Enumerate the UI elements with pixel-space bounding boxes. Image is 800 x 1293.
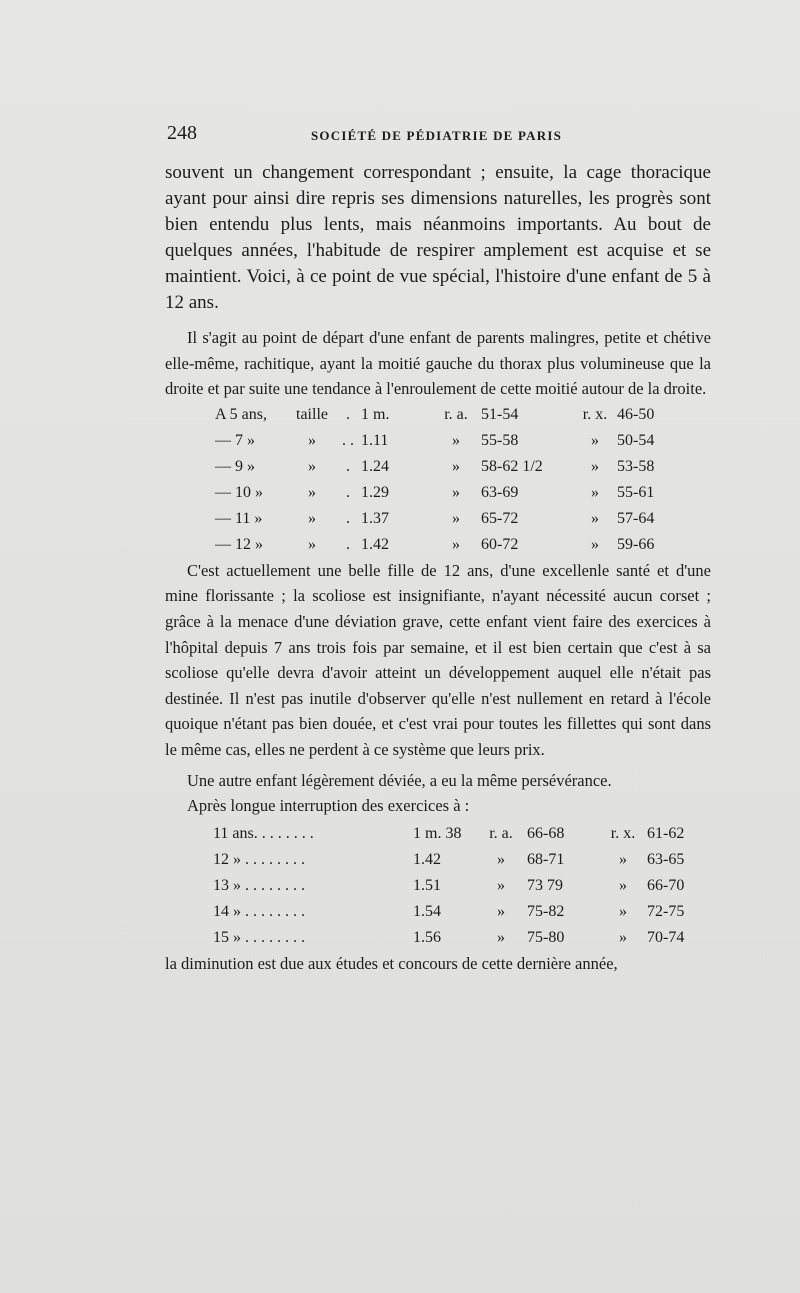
table-cell-c3: . (346, 535, 350, 553)
table-cell-height: 1.54 (413, 902, 441, 920)
table-cell-height: 1.24 (361, 457, 389, 475)
table-cell-age: 15 » . . . . . . . . (213, 928, 305, 946)
table-cell-age: — 11 » (215, 509, 263, 527)
table-row (215, 506, 677, 532)
table-cell-c5: » (619, 902, 627, 920)
table-cell-c3: . (346, 509, 350, 527)
table-cell-height: 1.37 (361, 509, 389, 527)
paragraph-2: Il s'agit au point de départ d'une enfant de parents malingres, petite et chétive elle-même, rachitique, ayant la moitié gauche du thorax plus volumineuse que la droite et par suite une tendance à l'enroulement de cette moitié autour de la droite. (165, 328, 711, 399)
paragraph-4a: Une autre enfant légèrement déviée, a eu la même persévérance. (187, 770, 612, 790)
table-cell-rx: 53-58 (617, 457, 655, 475)
table-cell-c5: r. a. (444, 405, 468, 423)
table-cell-c3: . (346, 405, 350, 423)
table-cell-height: 1.29 (361, 483, 389, 501)
table-row (213, 873, 697, 899)
table-cell-height: 1 m. 38 (413, 824, 462, 842)
running-title: SOCIÉTÉ DE PÉDIATRIE DE PARIS (311, 128, 563, 143)
table-cell-c5: » (452, 431, 460, 449)
table-row (215, 428, 677, 454)
table-cell-c3: r. a. (489, 824, 513, 842)
table-cell-c5: » (619, 928, 627, 946)
page-body (165, 160, 711, 976)
table-cell-c2: » (308, 483, 316, 501)
table-cell-c5: » (452, 457, 460, 475)
table-cell-rx: 50-54 (617, 431, 655, 449)
paragraph-3: C'est actuellement une belle fille de 12 ans, d'une excellenle santé et d'une mine florissante ; la scoliose est insignifiante, n'ayant nécessité aucun corset ; grâce à la menace d'une déviation grave, cette enfant vient faire des exercices à l'hôpital depuis 7 ans trois fois par semaine, et il est bien certain que c'est à sa scoliose qu'elle devra d'avoir atteint un développement auquel elle n'était pas destinée. Il n'est pas inutile d'observer qu'elle n'est nullement en retard à l'école quoique n'étant pas bien douée, et c'est vrai pour toutes les fillettes qui sont dans le même cas, elles ne perdent à ce système que leurs prix. (165, 560, 711, 759)
table-cell-age: A 5 ans, (215, 405, 267, 423)
table-cell-c7: » (591, 457, 599, 475)
table-cell-ra: 66-68 (527, 824, 565, 842)
page-header (167, 122, 711, 152)
growth-table-1 (215, 402, 677, 558)
table-cell-ra: 65-72 (481, 509, 519, 527)
table-cell-c7: » (591, 431, 599, 449)
table-cell-age: — 9 » (215, 457, 255, 475)
table-cell-c3: » (497, 902, 505, 920)
table-cell-height: 1.51 (413, 876, 441, 894)
table-cell-height: 1.42 (361, 535, 389, 553)
table-cell-ra: 55-58 (481, 431, 519, 449)
table-cell-ra: 63-69 (481, 483, 519, 501)
table-cell-c5: r. x. (610, 824, 636, 842)
table-cell-rx: 61-62 (647, 824, 685, 842)
table-cell-c7: » (591, 509, 599, 527)
growth-table-2 (213, 821, 697, 951)
table-cell-ra: 60-72 (481, 535, 519, 553)
paragraph-1: souvent un changement correspondant ; ensuite, la cage thoracique ayant pour ainsi dire repris ses dimensions naturelles, les progrès sont bien entendu plus lents, mais néanmoins importants. Au bout de quelques années, l'habitude de respirer amplement est acquise et se maintient. Voici, à ce point de vue spécial, l'histoire d'une enfant de 5 à 12 ans. (165, 162, 711, 313)
table-cell-ra: 51-54 (481, 405, 519, 423)
table-cell-age: — 12 » (215, 535, 263, 553)
table-row (213, 899, 697, 925)
table-cell-c7: » (591, 483, 599, 501)
table-cell-c5: » (619, 876, 627, 894)
table-cell-height: 1.56 (413, 928, 441, 946)
table-cell-ra: 75-80 (527, 928, 565, 946)
table-cell-rx: 63-65 (647, 850, 685, 868)
table-cell-c7: » (591, 535, 599, 553)
table-cell-c5: » (452, 535, 460, 553)
table-cell-rx: 66-70 (647, 876, 685, 894)
table-cell-c3: » (497, 928, 505, 946)
table-cell-rx: 59-66 (617, 535, 655, 553)
table-cell-c5: » (452, 483, 460, 501)
table-cell-c3: . (346, 457, 350, 475)
table-cell-c3: . (346, 483, 350, 501)
table-row (215, 402, 677, 428)
table-cell-c2: » (308, 457, 316, 475)
table-cell-age: 11 ans. . . . . . . . (213, 824, 314, 842)
table-cell-rx: 46-50 (617, 405, 655, 423)
table-row (213, 847, 697, 873)
table-cell-c2: taille (296, 405, 328, 423)
table-cell-age: 13 » . . . . . . . . (213, 876, 305, 894)
table-cell-c3: » (497, 876, 505, 894)
table-cell-c2: » (308, 509, 316, 527)
table-row (213, 821, 697, 847)
table-cell-height: 1 m. (361, 405, 390, 423)
table-cell-rx: 57-64 (617, 509, 655, 527)
table-cell-c3: . . (342, 431, 354, 449)
table-cell-c2: » (308, 535, 316, 553)
table-cell-ra: 68-71 (527, 850, 565, 868)
table-cell-rx: 70-74 (647, 928, 685, 946)
table-cell-rx: 55-61 (617, 483, 655, 501)
table-cell-age: 14 » . . . . . . . . (213, 902, 305, 920)
table-cell-height: 1.11 (361, 431, 389, 449)
paragraph-5: la diminution est due aux études et concours de cette dernière année, (165, 953, 618, 973)
table-row (215, 532, 677, 558)
page-number: 248 (167, 122, 197, 144)
table-cell-ra: 73 79 (527, 876, 563, 894)
table-cell-age: — 10 » (215, 483, 263, 501)
table-row (213, 925, 697, 951)
table-cell-c2: » (308, 431, 316, 449)
table-cell-ra: 58-62 1/2 (481, 457, 543, 475)
table-cell-c5: » (619, 850, 627, 868)
table-cell-ra: 75-82 (527, 902, 565, 920)
table-row (215, 480, 677, 506)
table-cell-age: 12 » . . . . . . . . (213, 850, 305, 868)
table-cell-height: 1.42 (413, 850, 441, 868)
paragraph-4b: Après longue interruption des exercices à : (187, 796, 470, 816)
table-cell-c7: r. x. (582, 405, 608, 423)
table-cell-c5: » (452, 509, 460, 527)
table-cell-rx: 72-75 (647, 902, 685, 920)
table-cell-age: — 7 » (215, 431, 255, 449)
table-cell-c3: » (497, 850, 505, 868)
table-row (215, 454, 677, 480)
